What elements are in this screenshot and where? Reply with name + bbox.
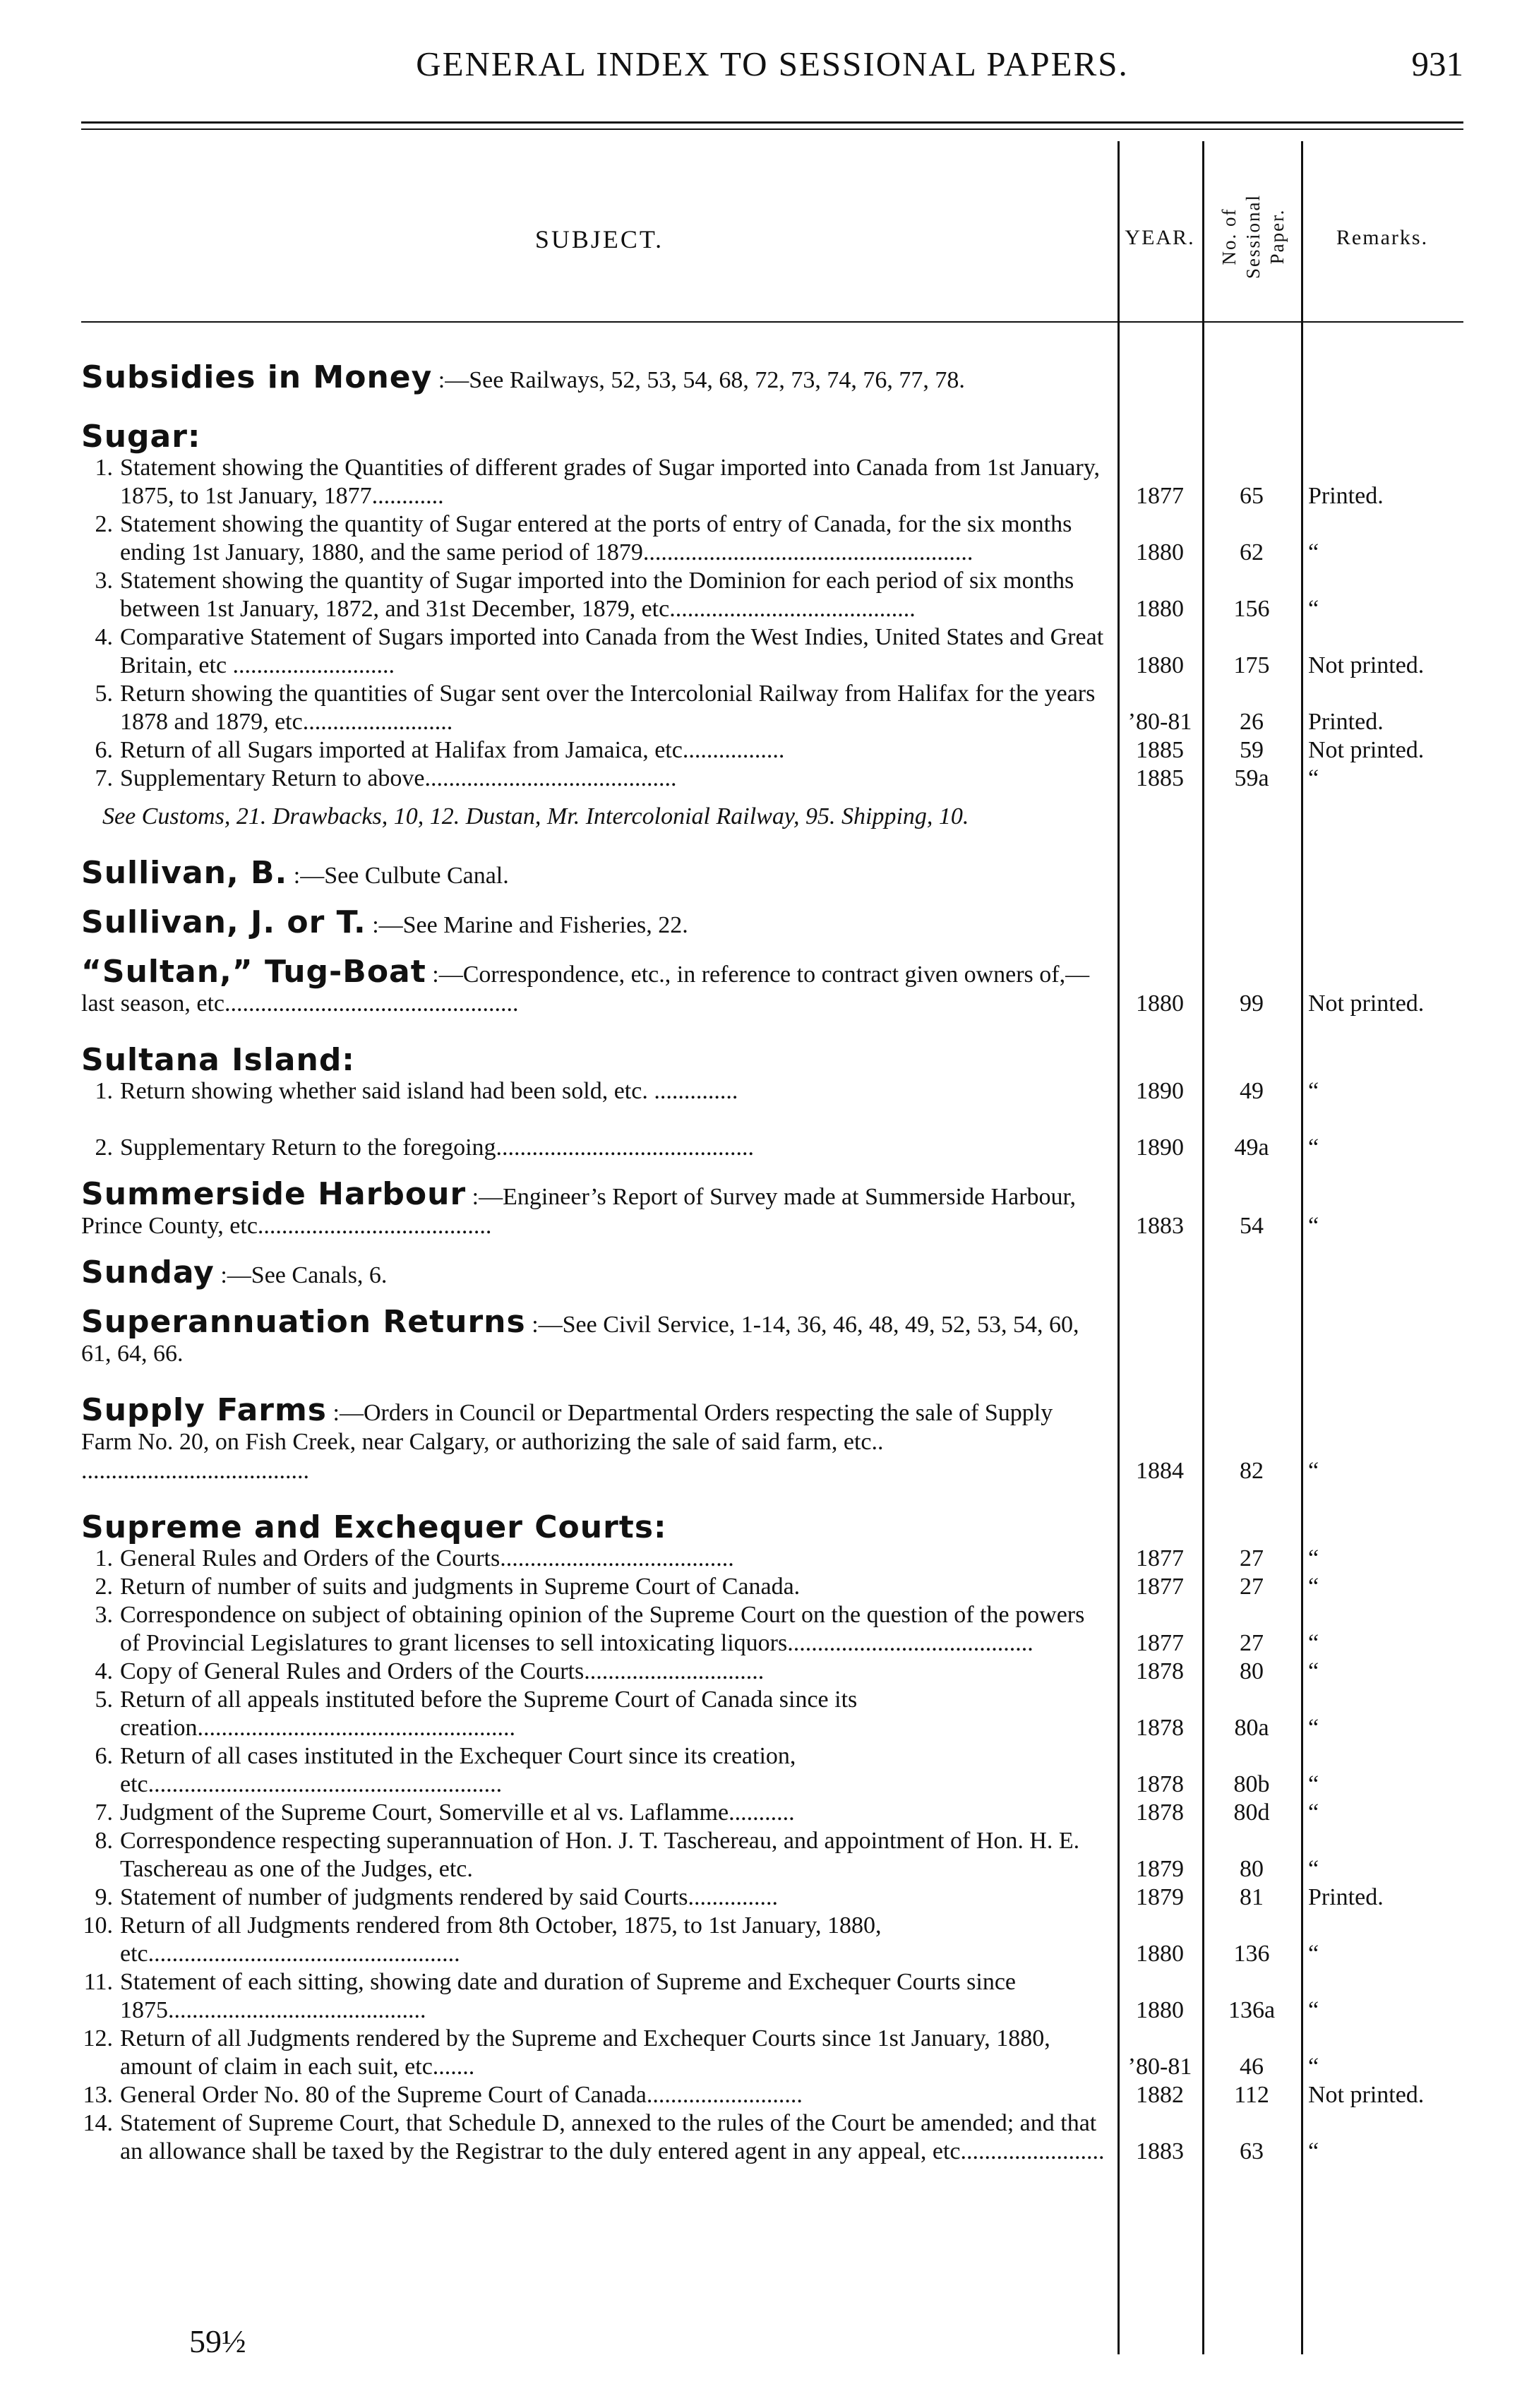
entry-subject <box>81 1827 1117 1883</box>
header-rule-bottom <box>81 321 1463 323</box>
heading-name: Sultana Island: <box>81 1042 355 1078</box>
entry-remarks: “ <box>1308 539 1319 565</box>
index-item <box>81 510 1470 567</box>
entry-subject <box>81 680 1117 736</box>
page-number: 931 <box>1411 44 1463 83</box>
index-heading <box>81 359 1470 395</box>
entry-year: 1878 <box>1136 1799 1184 1826</box>
entry-year: 1884 <box>1136 1458 1184 1484</box>
page-header <box>81 44 1463 93</box>
index-item <box>81 1077 1470 1106</box>
item-number: 2. <box>95 511 113 537</box>
entry-paper-number: 136 <box>1233 1941 1270 1967</box>
entry-subject <box>81 1601 1117 1658</box>
entry-paper-number: 46 <box>1240 2054 1264 2080</box>
item-number: 6. <box>95 1743 113 1769</box>
item-number: 3. <box>95 568 113 594</box>
index-item <box>81 680 1470 736</box>
entry-subject <box>81 1176 1117 1240</box>
item-number: 8. <box>95 1828 113 1854</box>
index-heading <box>81 1254 1470 1290</box>
item-text: Copy of General Rules and Orders of the Courts.............................. <box>120 1658 765 1684</box>
entry-year: 1880 <box>1136 1941 1184 1967</box>
column-header-paper-line2: Sessional <box>1242 193 1264 280</box>
entry-paper-number: 65 <box>1240 483 1264 509</box>
header-rule-top <box>81 121 1463 124</box>
entry-subject <box>81 1254 1117 1290</box>
item-text: Correspondence respecting superannuation of Hon. J. T. Taschereau, and appointment of Hon. H. E. Taschereau as one of the Judges, etc. <box>120 1828 1080 1882</box>
index-item <box>81 2081 1470 2109</box>
entry-subject <box>81 623 1117 680</box>
entry-paper-number: 54 <box>1240 1213 1264 1239</box>
item-number: 10. <box>83 1912 113 1939</box>
entry-year: 1880 <box>1136 990 1184 1017</box>
index-heading <box>81 1392 1470 1485</box>
item-number: 7. <box>95 1799 113 1826</box>
heading-text: :—See Marine and Fisheries, 22. <box>366 912 688 938</box>
entry-subject <box>81 1077 1117 1106</box>
entry-subject <box>81 2109 1117 2166</box>
entry-paper-number: 80d <box>1233 1799 1270 1826</box>
item-number: 1. <box>95 1545 113 1571</box>
entry-gap <box>81 395 1470 423</box>
item-text: Statement showing the quantity of Sugar entered at the ports of entry of Canada, for the six months ending 1st January, 1880, and the same period of 1879....................................................... <box>120 511 1072 565</box>
index-item <box>81 623 1470 680</box>
column-header-subject: SUBJECT. <box>534 225 664 253</box>
entry-subject <box>81 454 1117 510</box>
index-heading <box>81 855 1470 891</box>
item-text: Return of all Sugars imported at Halifax from Jamaica, etc................. <box>120 737 785 763</box>
item-text: Supplementary Return to the foregoing........................................... <box>120 1134 755 1161</box>
index-item <box>81 1658 1470 1686</box>
item-text: Statement of number of judgments rendered by said Courts............... <box>120 1884 778 1910</box>
item-text: Statement showing the quantity of Sugar imported into the Dominion for each period of six months between 1st January, 1872, and 31st December, 1879, etc......................................... <box>120 568 1074 622</box>
item-number: 9. <box>95 1884 113 1910</box>
entry-year: 1885 <box>1136 737 1184 763</box>
entry-subject <box>81 1686 1117 1742</box>
item-number: 13. <box>83 2082 113 2108</box>
column-header-paper-line1: No. of <box>1218 208 1240 265</box>
entry-paper-number: 59 <box>1240 737 1264 763</box>
entry-paper-number: 27 <box>1240 1574 1264 1600</box>
index-item <box>81 567 1470 623</box>
entry-subject <box>81 359 1117 395</box>
entry-year: 1880 <box>1136 596 1184 622</box>
index-item <box>81 1545 1470 1573</box>
item-text: Comparative Statement of Sugars imported into Canada from the West Indies, United States and Great Britain, etc ........................... <box>120 624 1104 678</box>
heading-text: :—See Culbute Canal. <box>287 863 509 889</box>
index-heading <box>81 1042 1470 1078</box>
entry-subject <box>81 2081 1117 2109</box>
entry-remarks: Not printed. <box>1308 990 1425 1017</box>
index-item <box>81 1912 1470 1968</box>
entry-year: ’80-81 <box>1127 709 1192 735</box>
entry-remarks: “ <box>1308 1658 1319 1684</box>
index-item <box>81 454 1470 510</box>
heading-text: :—See Canals, 6. <box>214 1262 388 1288</box>
entry-subject <box>81 1883 1117 1912</box>
heading-text: :—Engineer’s Report of Survey made at Summerside Harbour, Prince County, etc....................................... <box>81 1184 1077 1239</box>
entry-year: 1890 <box>1136 1134 1184 1161</box>
entry-gap <box>81 793 1470 803</box>
entry-remarks: “ <box>1308 765 1319 791</box>
item-text: Statement showing the Quantities of different grades of Sugar imported into Canada from 1st January, 1875, to 1st January, 1877............ <box>120 455 1101 509</box>
entry-subject <box>81 1799 1117 1827</box>
item-text: Return of all appeals instituted before the Supreme Court of Canada since its creation..................................................... <box>120 1687 858 1741</box>
index-item <box>81 1601 1470 1658</box>
heading-name: Supply Farms <box>81 1392 327 1428</box>
entry-remarks: “ <box>1308 1545 1319 1571</box>
entry-subject <box>81 1134 1117 1162</box>
entry-subject <box>81 855 1117 891</box>
entry-gap <box>81 1106 1470 1134</box>
item-text: General Order No. 80 of the Supreme Court of Canada.......................... <box>120 2082 803 2108</box>
item-text: Return showing the quantities of Sugar sent over the Intercolonial Railway from Halifax for the years 1878 and 1879, etc......................... <box>120 681 1096 735</box>
heading-name: “Sultan,” Tug-Boat <box>81 954 426 990</box>
entry-subject <box>81 1912 1117 1968</box>
entry-subject <box>81 567 1117 623</box>
item-number: 7. <box>95 765 113 791</box>
entry-year: 1880 <box>1136 1997 1184 2023</box>
entry-remarks: “ <box>1308 1458 1319 1484</box>
entry-subject <box>81 1304 1117 1368</box>
entry-year: ’80-81 <box>1127 2054 1192 2080</box>
entry-paper-number: 156 <box>1233 596 1270 622</box>
entry-paper-number: 112 <box>1234 2082 1269 2108</box>
entry-paper-number: 49a <box>1234 1134 1269 1161</box>
entry-paper-number: 80a <box>1234 1715 1269 1741</box>
entry-year: 1880 <box>1136 652 1184 678</box>
heading-text: :—See Railways, 52, 53, 54, 68, 72, 73, 74, 76, 77, 78. <box>432 367 965 393</box>
item-number: 3. <box>95 1602 113 1628</box>
entry-year: 1877 <box>1136 483 1184 509</box>
item-number: 14. <box>83 2110 113 2136</box>
index-heading <box>81 954 1470 1018</box>
entry-subject <box>81 2025 1117 2081</box>
entry-year: 1878 <box>1136 1658 1184 1684</box>
entry-subject <box>81 1968 1117 2025</box>
entry-remarks: Printed. <box>1308 1884 1384 1910</box>
entry-remarks: “ <box>1308 1941 1319 1967</box>
heading-name: Sullivan, B. <box>81 855 288 891</box>
entry-remarks: “ <box>1308 1856 1319 1882</box>
entry-year: 1877 <box>1136 1574 1184 1600</box>
item-text: Statement of each sitting, showing date and duration of Supreme and Exchequer Courts since 1875........................................... <box>120 1969 1017 2023</box>
item-text: Return of all cases instituted in the Exchequer Court since its creation, etc........................................................... <box>120 1743 796 1797</box>
heading-name: Subsidies in Money <box>81 359 433 395</box>
item-number: 12. <box>83 2025 113 2051</box>
entry-year: 1883 <box>1136 1213 1184 1239</box>
heading-text: :—See Civil Service, 1-14, 36, 46, 48, 49, 52, 53, 54, 60, 61, 64, 66. <box>81 1312 1079 1367</box>
index-heading <box>81 1176 1470 1240</box>
item-number: 1. <box>95 455 113 481</box>
index-item <box>81 2025 1470 2081</box>
entry-year: 1890 <box>1136 1078 1184 1104</box>
column-header-paper-line3: Paper. <box>1266 208 1288 265</box>
entry-paper-number: 59a <box>1234 765 1269 791</box>
entry-remarks: “ <box>1308 1771 1319 1797</box>
index-item <box>81 1827 1470 1883</box>
item-text: General Rules and Orders of the Courts....................................... <box>120 1545 734 1571</box>
index-item <box>81 1968 1470 2025</box>
column-header-remarks: Remarks. <box>1336 226 1429 249</box>
header-rule-top-thin <box>81 128 1463 130</box>
entry-subject <box>81 1742 1117 1799</box>
entry-remarks: “ <box>1308 1078 1319 1104</box>
index-item <box>81 1883 1470 1912</box>
heading-name: Superannuation Returns <box>81 1304 526 1340</box>
entry-paper-number: 27 <box>1240 1630 1264 1656</box>
heading-name: Sullivan, J. or T. <box>81 904 366 940</box>
index-item <box>81 1573 1470 1601</box>
entry-subject <box>81 736 1117 765</box>
index-item <box>81 2109 1470 2166</box>
entry-remarks: “ <box>1308 1574 1319 1600</box>
item-text: Return showing whether said island had been sold, etc. .............. <box>120 1078 738 1104</box>
item-number: 1. <box>95 1078 113 1104</box>
index-entries <box>81 359 1470 2166</box>
entry-subject <box>81 1658 1117 1686</box>
entry-gap <box>81 1240 1470 1259</box>
entry-paper-number: 27 <box>1240 1545 1264 1571</box>
entry-remarks: Not printed. <box>1308 737 1425 763</box>
entry-subject <box>81 954 1117 1018</box>
item-number: 5. <box>95 681 113 707</box>
entry-paper-number: 80b <box>1233 1771 1270 1797</box>
heading-text: :—Orders in Council or Departmental Orders respecting the sale of Supply Farm No. 20, on Fish Creek, near Calgary, or authorizing the sale of said farm, etc.. ...................................... <box>81 1400 1053 1484</box>
entry-paper-number: 175 <box>1233 652 1270 678</box>
entry-paper-number: 82 <box>1240 1458 1264 1484</box>
index-heading <box>81 419 1470 455</box>
entry-paper-number: 81 <box>1240 1884 1264 1910</box>
entry-subject <box>81 419 1117 455</box>
entry-paper-number: 49 <box>1240 1078 1264 1104</box>
entry-subject <box>81 1509 1117 1545</box>
entry-remarks: “ <box>1308 2138 1319 2164</box>
item-number: 11. <box>83 1969 113 1995</box>
entry-paper-number: 99 <box>1240 990 1264 1017</box>
item-text: Statement of Supreme Court, that Schedule D, annexed to the rules of the Court be amended; and that an allowance shall be taxed by the Registrar to the duly entered agent in any appeal, etc........................ <box>120 2110 1105 2164</box>
entry-remarks: Printed. <box>1308 709 1384 735</box>
item-text: Supplementary Return to above.......................................... <box>120 765 677 791</box>
item-text: Return of number of suits and judgments in Supreme Court of Canada. <box>120 1574 801 1600</box>
heading-name: Summerside Harbour <box>81 1176 467 1212</box>
heading-name: Supreme and Exchequer Courts: <box>81 1509 667 1545</box>
see-also-text: See Customs, 21. Drawbacks, 10, 12. Dustan, Mr. Intercolonial Railway, 95. Shipping, 10. <box>102 803 969 829</box>
entry-remarks: “ <box>1308 1997 1319 2023</box>
entry-remarks: “ <box>1308 1799 1319 1826</box>
entry-subject <box>81 1042 1117 1078</box>
index-item <box>81 1686 1470 1742</box>
index-item <box>81 1134 1470 1162</box>
entry-year: 1879 <box>1136 1884 1184 1910</box>
entry-year: 1878 <box>1136 1771 1184 1797</box>
index-item <box>81 1742 1470 1799</box>
item-number: 4. <box>95 1658 113 1684</box>
entry-subject <box>81 510 1117 567</box>
entry-year: 1882 <box>1136 2082 1184 2108</box>
entry-remarks: Not printed. <box>1308 652 1425 678</box>
index-item <box>81 736 1470 765</box>
item-text: Correspondence on subject of obtaining opinion of the Supreme Court on the question of the powers of Provincial Legislatures to grant licenses to sell intoxicating liquors......................................... <box>120 1602 1085 1656</box>
entry-paper-number: 136a <box>1228 1997 1276 2023</box>
item-text: Judgment of the Supreme Court, Somerville et al vs. Laflamme........... <box>120 1799 795 1826</box>
entry-year: 1879 <box>1136 1856 1184 1882</box>
index-item <box>81 1799 1470 1827</box>
see-also-note <box>81 803 1470 831</box>
column-header-year: YEAR. <box>1125 226 1195 249</box>
entry-year: 1877 <box>1136 1545 1184 1571</box>
entry-subject <box>81 803 1117 831</box>
entry-subject <box>81 1573 1117 1601</box>
signature-mark: 59½ <box>189 2323 246 2359</box>
entry-remarks: “ <box>1308 2054 1319 2080</box>
entry-paper-number: 80 <box>1240 1658 1264 1684</box>
heading-name: Sunday <box>81 1254 215 1290</box>
entry-remarks: “ <box>1308 1715 1319 1741</box>
index-heading <box>81 1304 1470 1368</box>
entry-subject <box>81 1545 1117 1573</box>
entry-remarks: “ <box>1308 1213 1319 1239</box>
entry-subject <box>81 1392 1117 1485</box>
entry-year: 1878 <box>1136 1715 1184 1741</box>
item-text: Return of all Judgments rendered by the Supreme and Exchequer Courts since 1st January, 1880, amount of claim in each suit, etc....... <box>120 2025 1050 2080</box>
heading-name: Sugar: <box>81 419 201 455</box>
entry-remarks: “ <box>1308 596 1319 622</box>
entry-remarks: Not printed. <box>1308 2082 1425 2108</box>
entry-remarks: “ <box>1308 1630 1319 1656</box>
heading-text: :—Correspondence, etc., in reference to contract given owners of,—last season, etc................................................. <box>81 962 1090 1017</box>
item-number: 5. <box>95 1687 113 1713</box>
entry-paper-number: 62 <box>1240 539 1264 565</box>
entry-subject <box>81 765 1117 793</box>
entry-year: 1883 <box>1136 2138 1184 2164</box>
entry-gap <box>81 831 1470 859</box>
entry-remarks: “ <box>1308 1134 1319 1161</box>
entry-paper-number: 26 <box>1240 709 1264 735</box>
item-number: 6. <box>95 737 113 763</box>
item-number: 4. <box>95 624 113 650</box>
item-number: 2. <box>95 1574 113 1600</box>
page-title: GENERAL INDEX TO SESSIONAL PAPERS. <box>416 44 1129 83</box>
entry-paper-number: 63 <box>1240 2138 1264 2164</box>
index-heading <box>81 904 1470 940</box>
item-text: Return of all Judgments rendered from 8th October, 1875, to 1st January, 1880, etc.................................................... <box>120 1912 882 1967</box>
entry-year: 1877 <box>1136 1630 1184 1656</box>
entry-remarks: Printed. <box>1308 483 1384 509</box>
entry-paper-number: 80 <box>1240 1856 1264 1882</box>
index-heading <box>81 1509 1470 1545</box>
entry-year: 1885 <box>1136 765 1184 791</box>
index-item <box>81 765 1470 793</box>
item-number: 2. <box>95 1134 113 1161</box>
entry-year: 1880 <box>1136 539 1184 565</box>
entry-subject <box>81 904 1117 940</box>
column-header-paper <box>1193 155 1313 318</box>
